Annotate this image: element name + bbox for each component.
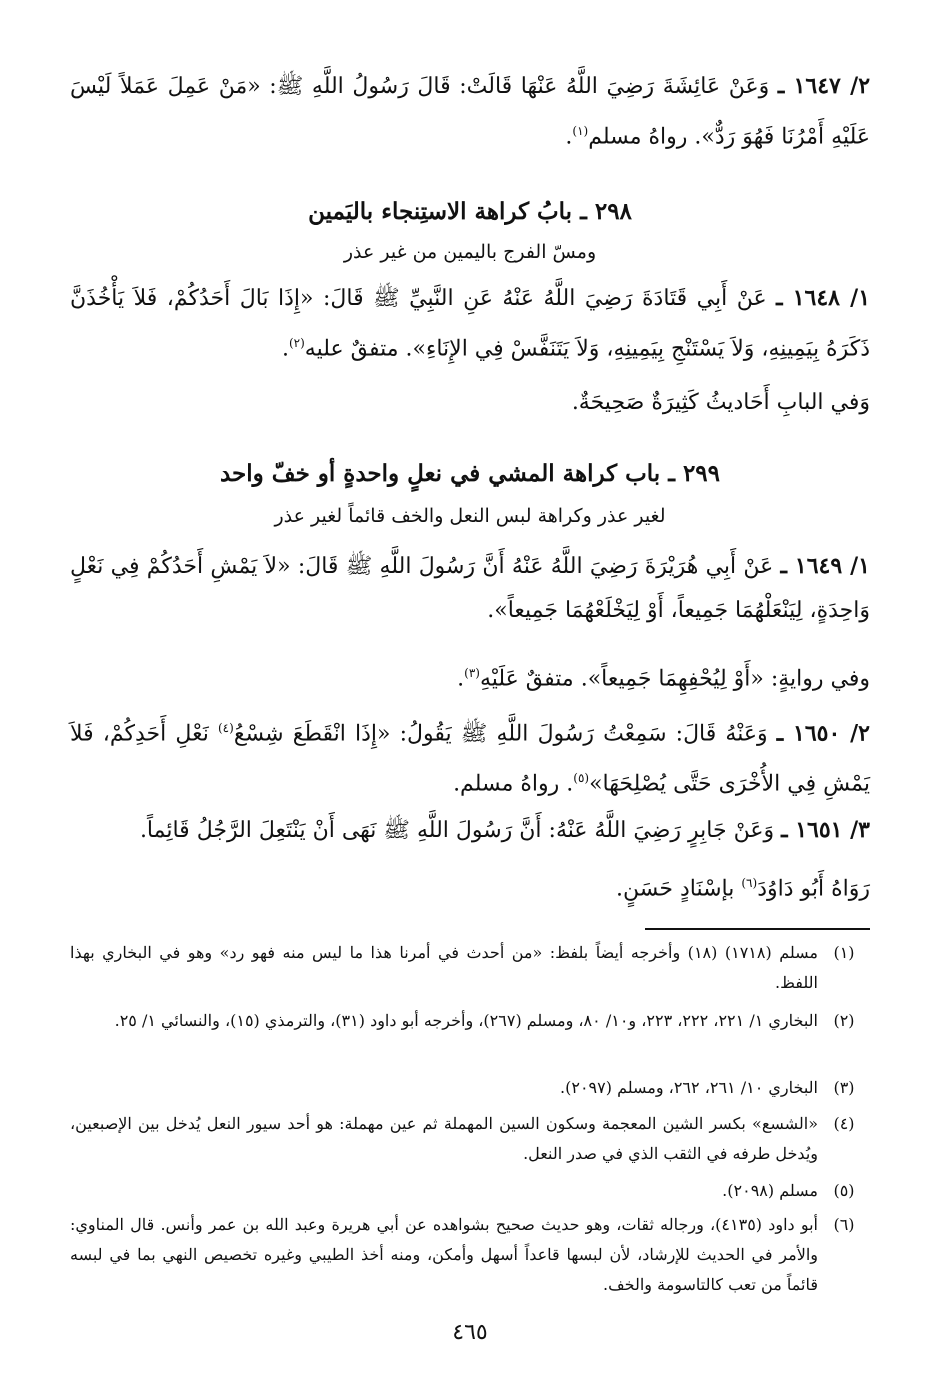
chapter-298-subtitle: ومسّ الفرج باليمين من غير عذر [343, 241, 597, 263]
hadith-1648 [70, 276, 870, 371]
footnote-1 [70, 938, 870, 998]
chapter-299-subtitle: لغير عذر وكراهة لبس النعل والخف قائماً لغير عذر [274, 505, 666, 527]
footnote-text: مسلم (٢٠٩٨). [722, 1181, 818, 1200]
hadith-text: عَنْ أَبِي قَتَادَةَ رَضِيَ اللَّهُ عَنْهُ عَنِ النَّبِيِّ ﷺ قَالَ: «إِذَا بَالَ أَحَدُكُمْ، فَلاَ يَأْخُذَنَّ ذَكَرَهُ بِيَمِينِهِ، وَلاَ يَسْتَنْجِ بِيَمِينِهِ، وَلاَ يَتَنَفَّسْ فِي الإِنَاءِ». متفقٌ عليه [70, 286, 870, 362]
footnote-number: (١) [833, 943, 855, 962]
footnote-number: (٤) [833, 1114, 855, 1133]
chapter-298-title: ٢٩٨ ـ بابُ كراهة الاستِنجاء باليَمين [308, 198, 632, 225]
footnote-ref: (٦) [741, 876, 758, 890]
hadith-end: . [281, 336, 289, 362]
hadith-text: وَعَنْ عَائِشَةَ رَضِيَ اللَّهُ عَنْهَا قَالَتْ: قَالَ رَسُولُ اللَّهِ ﷺ: «مَنْ عَمِلَ عَمَلاً لَيْسَ عَلَيْهِ أَمْرُنَا فَهُوَ رَدٌّ». رواهُ مسلم [70, 74, 870, 150]
footnote-text: أبو داود (٤١٣٥)، ورجاله ثقات، وهو حديث صحيح بشواهده عن أبي هريرة وعبد الله بن عمر وأنس. قال المناوي: والأمر في الحديث للإرشاد، لأن لبسها قاعداً أسهل وأمكن، ومنه أخذ الطيبي وغيره تخصيص النهي بما في لبسه قائماً من تعب كالتاسومة والخف. [70, 1215, 819, 1294]
hadith-text-b: نَعْلِ أَحَدِكُمْ، فَلاَ يَمْشِ فِي الأُخْرَى حَتَّى يُصْلِحَهَا» [70, 721, 870, 797]
footnote-ref: (١) [572, 124, 589, 138]
footnote-number: (٣) [833, 1078, 855, 1097]
riwaya-end: . [457, 666, 465, 692]
footnote-5 [70, 1176, 870, 1206]
footnote-text: مسلم (١٧١٨) (١٨) وأخرجه أيضاً بلفظ: «من أحدث في أمرنا هذا ما ليس منه فهو رد» وهو في البخاري بهذا اللفظ. [70, 943, 819, 992]
footnote-number: (٦) [833, 1215, 855, 1234]
hadith-number: ١/ ١٦٤٩ ـ [780, 553, 870, 579]
footnote-6 [70, 1210, 870, 1300]
hadith-1651 [70, 808, 870, 853]
footnote-divider [645, 928, 870, 930]
footnote-ref: (٣) [464, 666, 480, 680]
footnote-number: (٥) [833, 1181, 855, 1200]
footnote-text: «الشسع» بكسر الشين المعجمة وسكون السين المهملة ثم عين مهملة: هو أحد سيور النعل يُدخل بين الإصبعين، ويُدخل طرفه في الثقب الذي في صدر النعل. [70, 1114, 818, 1163]
hadith-number: ٢/ ١٦٤٧ ـ [777, 73, 871, 99]
chapter-299-title: ٢٩٩ ـ باب كراهة المشي في نعلٍ واحدةٍ أو خفّ واحد [219, 460, 721, 487]
hadith-text: عَنْ أَبِي هُرَيْرَةَ رَضِيَ اللَّهُ عَنْهُ أَنَّ رَسُولَ اللَّهِ ﷺ قَالَ: «لاَ يَمْشِ أَحَدُكُمْ فِي نَعْلٍ وَاحِدَةٍ، لِيَنْعَلْهُمَا جَمِيعاً، أَوْ لِيَخْلَعْهُمَا جَمِيعاً». [70, 554, 870, 623]
footnote-ref: (٤) [217, 721, 234, 735]
footnote-ref: (٥) [573, 771, 590, 786]
footnote-2 [70, 1006, 870, 1036]
footnote-4 [70, 1109, 870, 1169]
riwaya-text: وفي روايةٍ: «أَوْ لِيُحْفِهِمَا جَمِيعاً». متفقٌ عَلَيْهِ [479, 666, 870, 692]
hadith-1649 [70, 544, 870, 633]
hadith-text: وَعَنْ جَابِرٍ رَضِيَ اللَّهُ عَنْهُ: أَنَّ رَسُولَ اللَّهِ ﷺ نَهَى أَنْ يَنْتَعِلَ الرَّجُلُ قَائِماً. [139, 818, 775, 843]
chapter-298-note: وَفي البابِ أَحَاديثُ كَثِيرَةٌ صَحِيحَةٌ. [571, 390, 870, 415]
source-text: رَوَاهُ أَبُو دَاوُدَ [757, 876, 870, 902]
hadith-1649-riwaya [70, 652, 870, 700]
footnote-text: البخاري ١/ ٢٢١، ٢٢٢، ٢٢٣، و١٠/ ٨٠، ومسلم (٢٦٧)، وأخرجه أبو داود (٣١)، والترمذي (١٥)، والنسائي ١/ ٢٥. [114, 1011, 818, 1030]
hadith-number: ٣/ ١٦٥١ ـ [781, 817, 870, 843]
hadith-1650 [70, 706, 870, 807]
footnote-3 [70, 1073, 870, 1103]
source-end: بإسْنَادٍ حَسَنٍ. [616, 876, 735, 902]
hadith-1651-source [70, 862, 870, 910]
hadith-text-a: وَعَنْهُ قَالَ: سَمِعْتُ رَسُولَ اللَّهِ ﷺ يَقُولُ: «إِذَا انْقَطَعَ شِسْعُ [233, 721, 768, 747]
page-number: ٤٦٥ [452, 1320, 488, 1345]
footnote-ref: (٢) [288, 336, 305, 350]
hadith-end: . رواهُ مسلم. [453, 771, 574, 797]
hadith-1647 [70, 64, 870, 159]
hadith-number: ١/ ١٦٤٨ ـ [776, 285, 871, 311]
hadith-number: ٢/ ١٦٥٠ ـ [776, 720, 870, 747]
page [70, 56, 870, 1356]
footnote-number: (٢) [833, 1011, 855, 1030]
hadith-end: . [565, 124, 573, 150]
footnote-text: البخاري ١٠/ ٢٦١، ٢٦٢، ومسلم (٢٠٩٧). [560, 1078, 818, 1097]
